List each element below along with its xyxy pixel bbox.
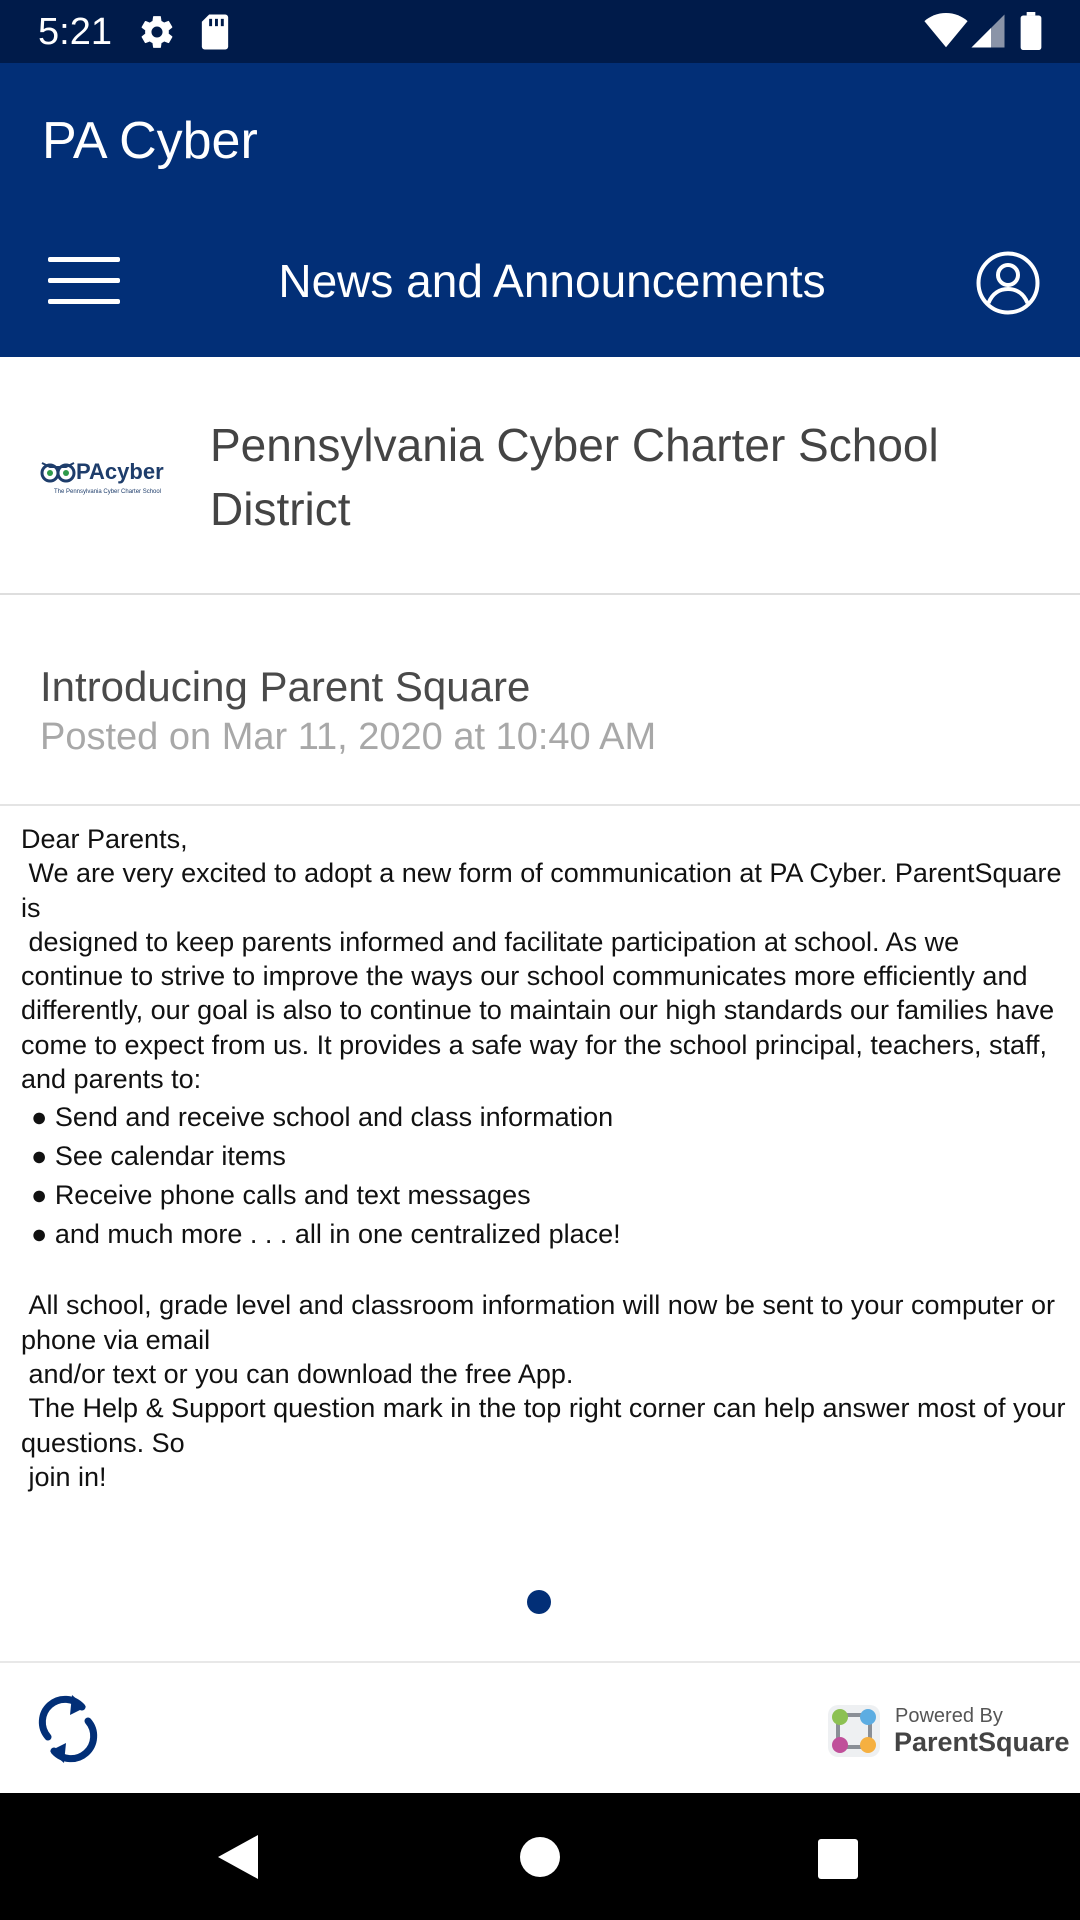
recents-icon[interactable] xyxy=(818,1839,858,1879)
paragraph-gap xyxy=(21,1254,1066,1288)
school-name: Pennsylvania Cyber Charter School District xyxy=(210,419,939,535)
post-outro-line-2: and/or text or you can download the free App. xyxy=(21,1358,574,1389)
powered-by-label: Powered By xyxy=(895,1705,1003,1727)
parentsquare-logo-icon xyxy=(826,1703,882,1759)
logo-tagline: The Pennsylvania Cyber Charter School xyxy=(54,489,162,495)
gear-icon xyxy=(138,13,176,51)
wifi-icon xyxy=(924,13,968,49)
post-intro-line-2: designed to keep parents informed and facilitate participation at school. As we continue to strive to improve the ways our school communicates more efficiently and differently, our goal is also to continue to maintain our high standards our families have come to expect from us. It provides a safe way for the school principal, teachers, staff, and parents to: xyxy=(21,926,1062,1095)
page-indicator-dot xyxy=(527,1590,551,1614)
post-date: Posted on Mar 11, 2020 at 10:40 AM xyxy=(40,716,657,758)
footer xyxy=(0,1661,1080,1795)
refresh-icon[interactable] xyxy=(36,1691,100,1767)
parentsquare-brand: ParentSquare xyxy=(894,1727,1070,1757)
status-bar xyxy=(0,0,1080,63)
post-greeting: Dear Parents, xyxy=(21,824,188,854)
post-outro-line-3: The Help & Support question mark in the top right corner can help answer most of your questions. So xyxy=(21,1393,1074,1458)
post-bullet-list xyxy=(21,1098,1066,1254)
post-body xyxy=(21,822,1074,1494)
post-title: Introducing Parent Square xyxy=(40,663,531,710)
system-nav-bar xyxy=(0,1793,1080,1920)
post-intro-line-1: We are very excited to adopt a new form of communication at PA Cyber. ParentSquare is xyxy=(21,858,1070,923)
post-header xyxy=(0,595,1080,806)
app-bar xyxy=(0,63,1080,357)
status-time: 5:21 xyxy=(38,11,112,53)
list-item: ● See calendar items xyxy=(31,1137,1066,1176)
back-icon[interactable] xyxy=(216,1833,260,1881)
sd-card-icon xyxy=(200,13,230,51)
home-icon[interactable] xyxy=(520,1837,560,1877)
list-item: ● Receive phone calls and text messages xyxy=(31,1176,1066,1215)
signal-icon xyxy=(970,13,1006,49)
list-item: ● and much more . . . all in one centralized place! xyxy=(31,1215,1066,1254)
post-outro-line-4: join in! xyxy=(21,1461,107,1492)
page-title: News and Announcements xyxy=(278,255,826,307)
profile-icon[interactable] xyxy=(976,251,1040,315)
school-logo xyxy=(38,453,172,501)
list-item: ● Send and receive school and class information xyxy=(31,1098,1066,1137)
logo-text: PAcyber xyxy=(76,459,164,484)
app-title: PA Cyber xyxy=(42,112,258,170)
school-header xyxy=(0,357,1080,595)
post-outro-line-1: All school, grade level and classroom information will now be sent to your computer or phone via email xyxy=(21,1290,1063,1355)
battery-icon xyxy=(1020,12,1042,50)
